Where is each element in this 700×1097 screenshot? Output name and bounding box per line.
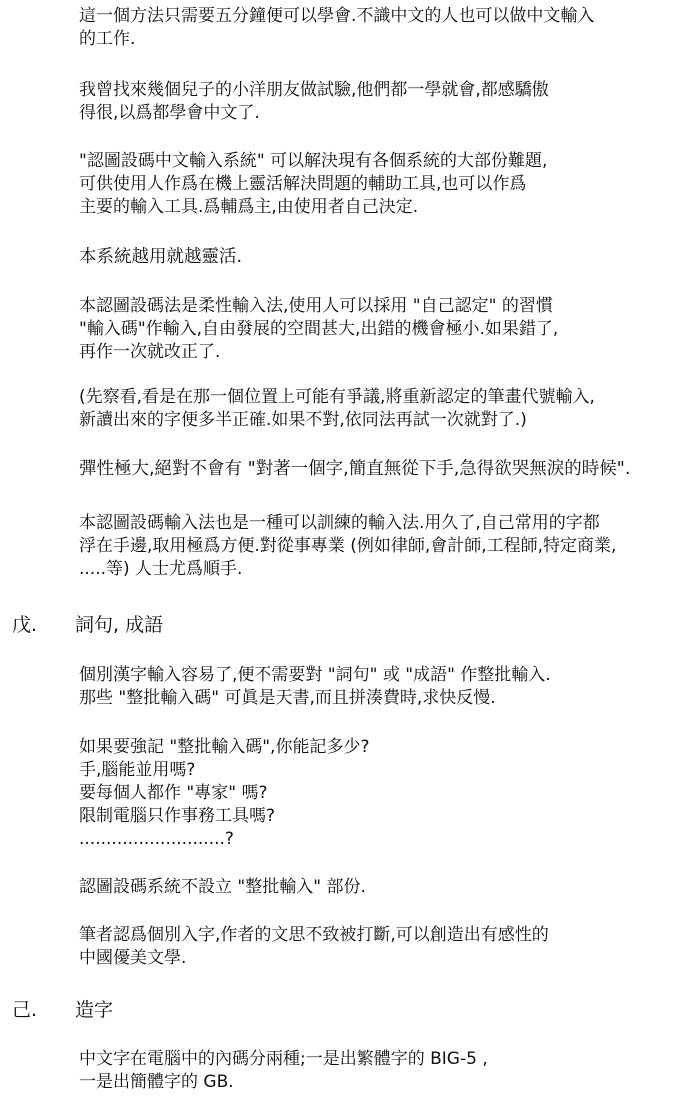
- paragraph-author-view: [79, 924, 697, 970]
- text-line: 認圖設碼系統不設立 "整批輸入" 部份.: [79, 877, 366, 897]
- paragraph-experiment: [79, 79, 697, 125]
- paragraph-more-flexible: [79, 246, 697, 269]
- text-line: 的工作.: [79, 29, 136, 49]
- text-line: 得很,以爲都學會中文了.: [79, 103, 260, 123]
- text-line: ...........................?: [79, 829, 234, 849]
- text-line: 這一個方法只需要五分鐘便可以學會.不識中文的人也可以做中文輸入: [79, 6, 595, 26]
- paragraph-trainable: [79, 512, 697, 581]
- text-line: 本系統越用就越靈活.: [79, 247, 243, 267]
- text-line: 可供使用人作爲在機上靈活解決問題的輔助工具,也可以作爲: [79, 174, 527, 194]
- text-line: 筆者認爲個別入字,作者的文思不致被打斷,可以創造出有感性的: [79, 925, 549, 945]
- text-line: 我曾找來幾個兒子的小洋朋友做試驗,他們都一學就會,都感驕傲: [79, 80, 549, 100]
- text-line: "輸入碼"作輸入,自由發展的空間甚大,出錯的機會極小.如果錯了,: [79, 319, 559, 339]
- paragraph-high-flexibility: [79, 458, 697, 481]
- text-line: 本認圖設碼輸入法也是一種可以訓練的輸入法.用久了,自己常用的字都: [79, 513, 600, 533]
- text-line: 浮在手邊,取用極爲方便.對從事專業 (例如律師,會計師,工程師,特定商業,: [79, 536, 617, 556]
- text-line: 要每個人都作 "專家" 嗎?: [79, 783, 268, 803]
- section-heading-create-char: [12, 997, 692, 1023]
- paragraph-check-first: [79, 386, 697, 432]
- text-line: 主要的輸入工具.爲輔爲主,由使用者自己決定.: [79, 197, 419, 217]
- text-line: 本認圖設碼法是柔性輸入法,使用人可以採用 "自己認定" 的習慣: [79, 296, 553, 316]
- text-line: 手,腦能並用嗎?: [79, 760, 196, 780]
- text-line: 中國優美文學.: [79, 948, 187, 968]
- section-heading-phrases: [12, 612, 692, 638]
- paragraph-batch-input: [79, 664, 697, 710]
- paragraph-system-solves: [79, 150, 697, 219]
- text-line: 新讀出來的字便多半正確.如果不對,依同法再試一次就對了.): [79, 410, 527, 430]
- paragraph-questions: [79, 736, 697, 851]
- text-line: 限制電腦只作事務工具嗎?: [79, 806, 276, 826]
- text-line: 如果要強記 "整批輸入碼",你能記多少?: [79, 737, 370, 757]
- text-line: 個別漢字輸入容易了,便不需要對 "詞句" 或 "成語" 作整批輸入.: [79, 665, 551, 685]
- text-line: (先察看,看是在那一個位置上可能有爭議,將重新認定的筆畫代號輸入,: [79, 387, 595, 407]
- section-number: 己.: [12, 999, 38, 1021]
- section-number: 戊.: [12, 614, 38, 636]
- text-line: 再作一次就改正了.: [79, 342, 221, 362]
- paragraph-five-minutes: [79, 5, 697, 51]
- text-line: 一是出簡體字的 GB.: [79, 1072, 234, 1092]
- section-title: 造字: [75, 999, 114, 1021]
- text-line: 那些 "整批輸入碼" 可眞是天書,而且拼湊費時,求快反慢.: [79, 688, 496, 708]
- text-line: .....等) 人士尤爲順手.: [79, 559, 243, 579]
- text-line: 中文字在電腦中的內碼分兩種;一是出繁體字的 BIG-5 ,: [79, 1049, 488, 1069]
- section-title: 詞句, 成語: [75, 614, 164, 636]
- text-line: "認圖設碼中文輸入系統" 可以解決現有各個系統的大部份難題,: [79, 151, 548, 171]
- paragraph-internal-codes: [79, 1048, 697, 1094]
- text-line: 彈性極大,絕對不會有 "對著一個字,簡直無從下手,急得欲哭無淚的時候".: [79, 459, 631, 479]
- paragraph-soft-input: [79, 295, 697, 364]
- paragraph-no-batch: [79, 876, 697, 899]
